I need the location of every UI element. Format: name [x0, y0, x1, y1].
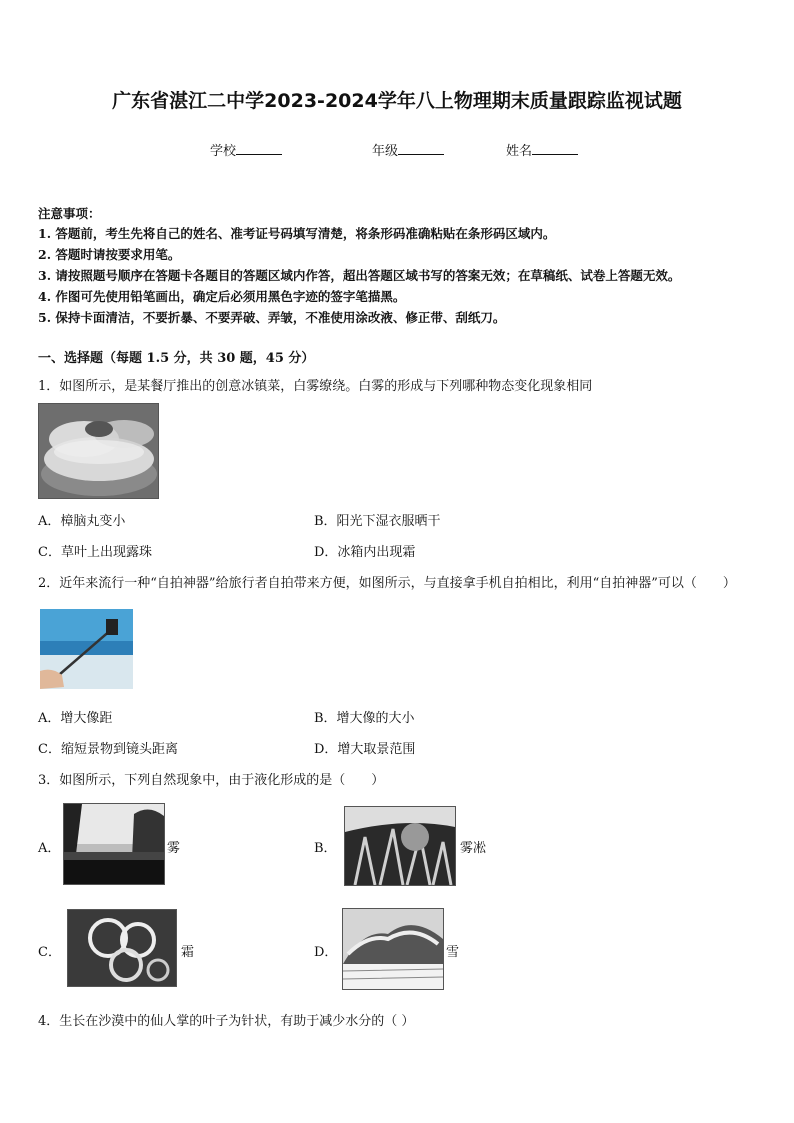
- grade-blank[interactable]: [398, 142, 444, 155]
- q3-fog-photo: [63, 803, 165, 885]
- notice-item-3: 3. 请按照题号顺序在答题卡各题目的答题区域内作答，超出答题区域书写的答案无效；在草稿纸、试卷上答题无效。: [38, 268, 681, 283]
- notice-item-4: 4. 作图可先使用铅笔画出，确定后必须用黑色字迹的签字笔描黑。: [38, 289, 406, 304]
- q3-snow-photo: [342, 908, 444, 990]
- q1-option-a[interactable]: A．樟脑丸变小: [38, 514, 126, 529]
- name-field[interactable]: [506, 140, 578, 159]
- q3-option-a-letter[interactable]: A．: [38, 841, 61, 856]
- q1-option-b[interactable]: B．阳光下湿衣服晒干: [314, 514, 441, 529]
- school-field[interactable]: [210, 140, 282, 159]
- question-1-stem: 1．如图所示，是某餐厅推出的创意冰镇菜，白雾缭绕。白雾的形成与下列哪种物态变化现象相同: [38, 379, 593, 394]
- question-2-stem: 2．近年来流行一种“自拍神器”给旅行者自拍带来方便，如图所示，与直接拿手机自拍相比，利用“自拍神器”可以（ ）: [38, 576, 736, 591]
- q3-caption-a: 雾: [167, 841, 181, 856]
- notice-item-2: 2. 答题时请按要求用笔。: [38, 247, 181, 262]
- q2-selfie-stick-photo: [40, 609, 133, 689]
- name-blank[interactable]: [532, 142, 578, 155]
- section-heading: 一、选择题（每题 1.5 分，共 30 题，45 分）: [38, 351, 315, 366]
- grade-field[interactable]: [372, 140, 444, 159]
- q3-caption-c: 霜: [181, 945, 195, 960]
- school-blank[interactable]: [236, 142, 282, 155]
- notice-item-1: 1. 答题前，考生先将自己的姓名、准考证号码填写清楚，将条形码准确粘贴在条形码区域内。: [38, 226, 556, 241]
- q3-rime-photo: [344, 806, 456, 886]
- name-label: 姓名: [506, 144, 533, 159]
- grade-label: 年级: [372, 144, 399, 159]
- page-title: 广东省湛江二中学2023-2024学年八上物理期末质量跟踪监视试题: [112, 90, 682, 112]
- q3-option-c-letter[interactable]: C．: [38, 945, 61, 960]
- notice-item-5: 5. 保持卡面清洁，不要折暴、不要弄破、弄皱，不准使用涂改液、修正带、刮纸刀。: [38, 310, 506, 325]
- q3-caption-b: 雾凇: [460, 841, 487, 856]
- question-3-stem: 3．如图所示，下列自然现象中，由于液化形成的是（ ）: [38, 773, 385, 788]
- q1-option-c[interactable]: C．草叶上出现露珠: [38, 545, 152, 560]
- q2-option-b[interactable]: B．增大像的大小: [314, 711, 415, 726]
- school-label: 学校: [210, 144, 237, 159]
- q2-option-a[interactable]: A．增大像距: [38, 711, 113, 726]
- question-4-stem: 4．生长在沙漠中的仙人掌的叶子为针状，有助于减少水分的（ ）: [38, 1014, 415, 1029]
- q2-option-d[interactable]: D．增大取景范围: [314, 742, 416, 757]
- q1-ice-dish-photo: [38, 403, 159, 499]
- q1-option-d[interactable]: D．冰箱内出现霜: [314, 545, 416, 560]
- q3-caption-d: 雪: [446, 945, 460, 960]
- q3-frost-photo: [67, 909, 177, 987]
- q3-option-b-letter[interactable]: B．: [314, 841, 337, 856]
- notice-heading: 注意事项：: [38, 206, 101, 221]
- q2-option-c[interactable]: C．缩短景物到镜头距离: [38, 742, 178, 757]
- q3-option-d-letter[interactable]: D．: [314, 945, 338, 960]
